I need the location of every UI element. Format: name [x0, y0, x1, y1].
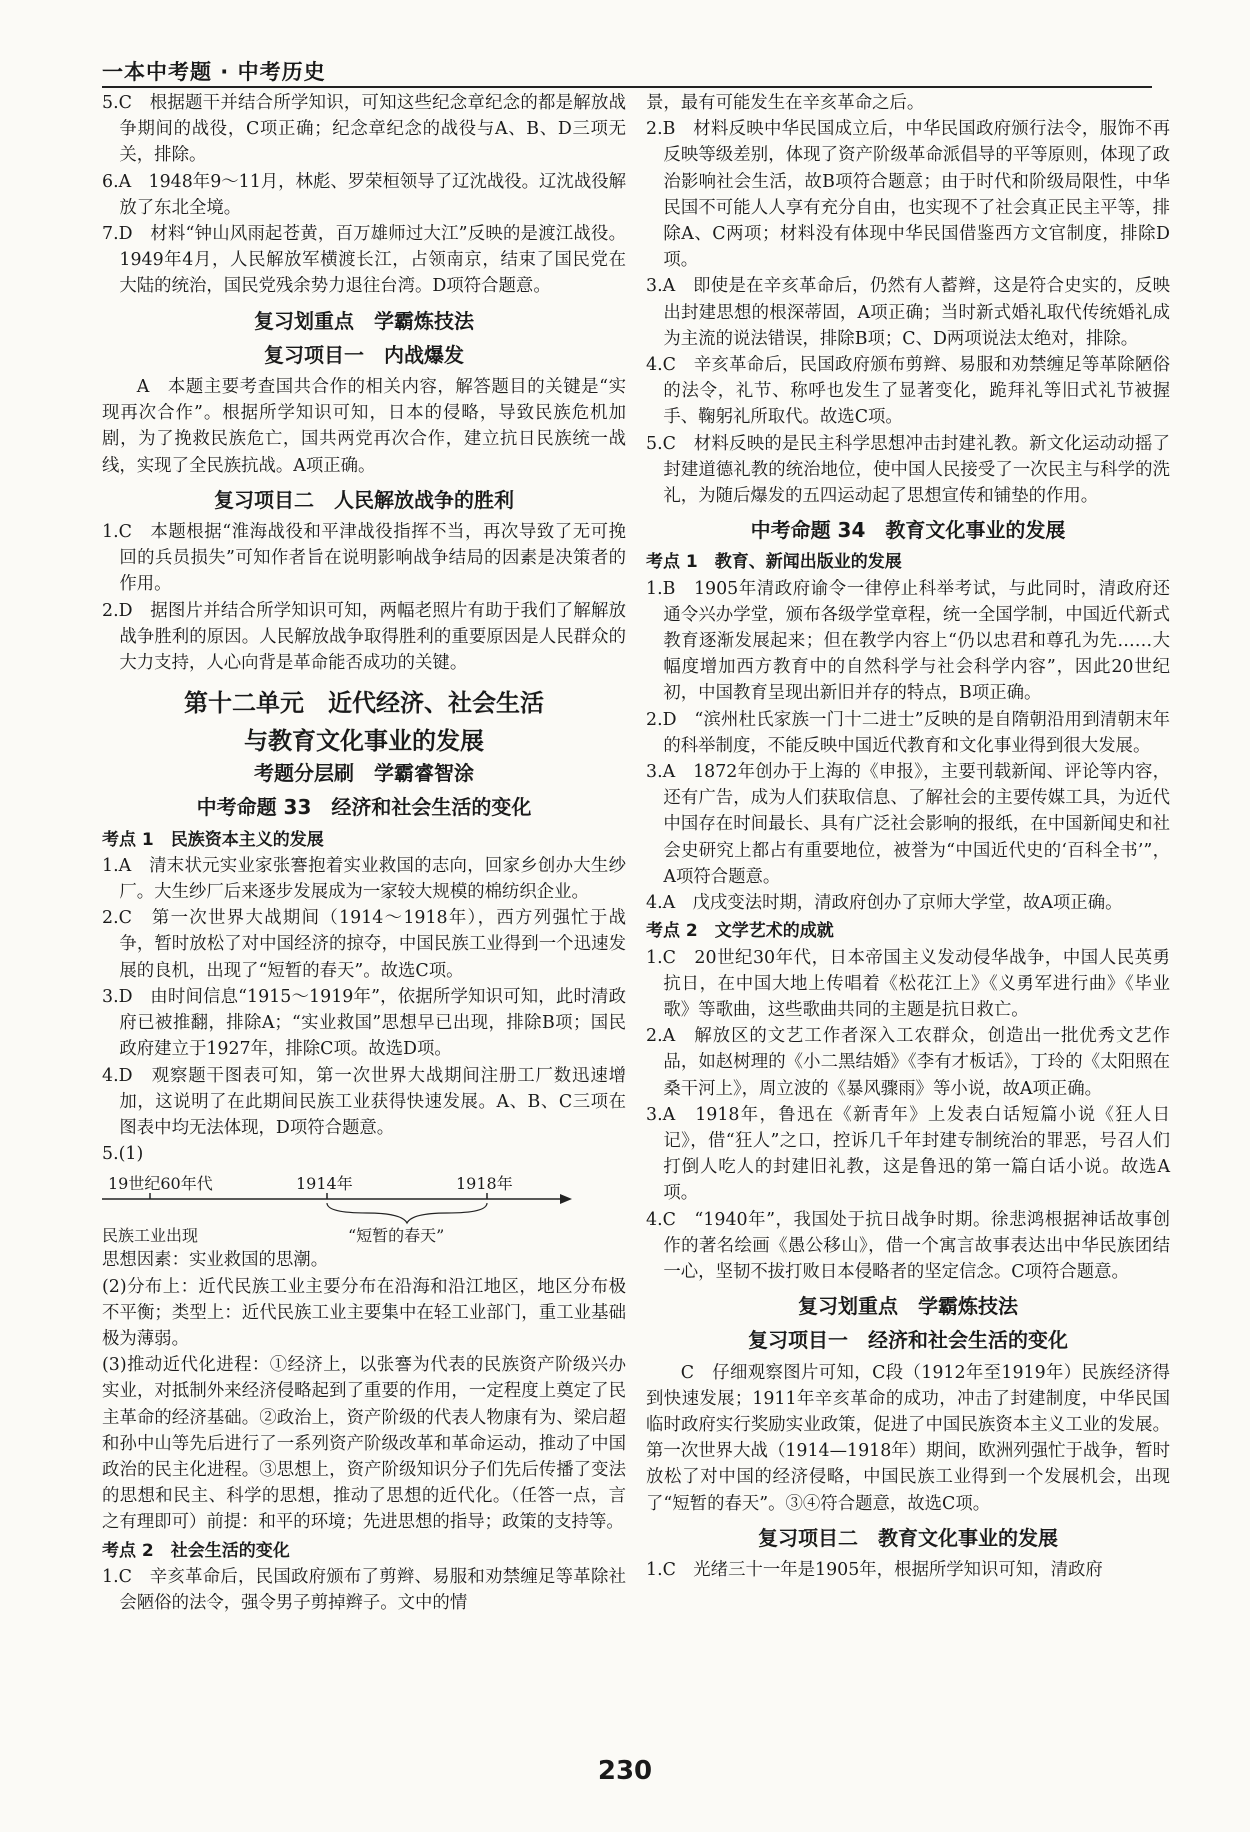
answer-item: 3.A 即使是在辛亥革命后，仍然有人蓄辫，这是符合史实的，反映出封建思想的根深蒂固，A项正确；当时新式婚礼取代传统婚礼成为主流的说法错误，排除B项；C、D两项说法太绝对，排除。: [646, 276, 1170, 349]
answer-item: 4.C 辛亥革命后，民国政府颁布剪辫、易服和劝禁缠足等革除陋俗的法令，礼节、称呼也发生了显著变化，跪拜礼等旧式礼节被握手、鞠躬礼所取代。故选C项。: [646, 355, 1170, 428]
timeline-caption-industry: 民族工业出现: [102, 1226, 199, 1246]
answer-item: 2.C 第一次世界大战期间（1914～1918年），西方列强忙于战争，暂时放松了对中国经济的掠夺，中国民族工业得到一个迅速发展的良机，出现了“短暂的春天”。故选C项。: [102, 908, 626, 981]
timeline-label-1860s: 19世纪60年代: [108, 1174, 213, 1194]
answer-item: 3.D 由时间信息“1915～1919年”，依据所学知识可知，此时清政府已被推翻，排除A；“实业救国”思想早已出现，排除B项；国民政府建立于1927年，排除C项。故选D项。: [102, 986, 626, 1060]
subsection-heading: 复习项目一 内战爆发: [264, 342, 464, 367]
answer-item: 1.C 光绪三十一年是1905年，根据所学知识可知，清政府: [646, 1559, 1103, 1580]
subsection-heading: 复习项目二 人民解放战争的胜利: [214, 487, 514, 512]
answer-item: 3.A 1918年，鲁迅在《新青年》上发表白话短篇小说《狂人日记》，借“狂人”之口，控诉几千年封建专制统治的罪恶，号召人们打倒人吃人的封建旧礼教，这是鲁迅的第一篇白话小说。故选A项。: [646, 1104, 1170, 1204]
header-rule: [102, 86, 1152, 88]
page-number: 230: [597, 1756, 653, 1786]
unit-title-line1: 第十二单元 近代经济、社会生活: [184, 689, 544, 718]
section-heading: 考题分层刷 学霸睿智涂: [254, 761, 474, 786]
brace: [327, 1203, 487, 1223]
section-heading: 复习划重点 学霸炼技法: [254, 308, 474, 333]
subsection-heading: 复习项目二 教育文化事业的发展: [758, 1525, 1058, 1550]
subsection-heading: 复习项目一 经济和社会生活的变化: [748, 1328, 1068, 1353]
answer-item: 2.B 材料反映中华民国成立后，中华民国政府颁行法令，服饰不再反映等级差别，体现了资产阶级革命派倡导的平等原则，体现了政治影响社会生活，故B项符合题意；由于时代和阶级局限性，中华民国不可能人人享有充分自由，也实现不了社会真正民主平等，排除A、C两项；材料没有体现中华民国借鉴西方文官制度，排除D项。: [646, 119, 1170, 271]
timeline-label-1918: 1918年: [456, 1174, 513, 1194]
answer-item: 4.A 戊戌变法时期，清政府创办了京师大学堂，故A项正确。: [646, 893, 1123, 914]
right-column: [646, 90, 1170, 1583]
answer-item: 1.C 辛亥革命后，民国政府颁布了剪辫、易服和劝禁缠足等革除社会陋俗的法令，强令男子剪掉辫子。文中的情: [102, 1566, 626, 1613]
answer-item: 1.C 20世纪30年代，日本帝国主义发动侵华战争，中国人民英勇抗日，在中国大地上传唱着《松花江上》《义勇军进行曲》《毕业歌》等歌曲，这些歌曲共同的主题是抗日救亡。: [646, 947, 1170, 1020]
key-point-heading: 考点 1 教育、新闻出版业的发展: [646, 552, 902, 573]
answer-item: 2.A 解放区的文艺工作者深入工农群众，创造出一批优秀文艺作品，如赵树理的《小二黑结婚》《李有才板话》，丁玲的《太阳照在桑干河上》，周立波的《暴风骤雨》等小说，故A项正确。: [646, 1026, 1170, 1099]
timeline-label-1914: 1914年: [296, 1174, 353, 1194]
answer-item: 4.D 观察题干图表可知，第一次世界大战期间注册工厂数迅速增加，这说明了在此期间民族工业获得快速发展。A、B、C三项在图表中均无法体现，D项符合题意。: [102, 1065, 626, 1138]
timeline-diagram: [102, 1173, 626, 1245]
answer-paragraph: C 仔细观察图片可知，C段（1912年至1919年）民族经济得到快速发展；1911年辛亥革命的成功，冲击了封建制度，中华民国临时政府实行奖励实业政策，促进了中国民族资本主义工业的发展。第一次世界大战（1914—1918年）期间，欧洲列强忙于战争，暂时放松了对中国的经济侵略，中国民族工业得到一个发展机会，出现了“短暂的春天”。③④符合题意，故选C项。: [646, 1362, 1170, 1514]
key-point-heading: 考点 2 社会生活的变化: [102, 1540, 290, 1561]
key-point-heading: 考点 1 民族资本主义的发展: [102, 829, 324, 850]
answer-item: 2.D “滨州杜氏家族一门十二进士”反映的是自隋朝沿用到清朝末年的科举制度，不能反映中国近代教育和文化事业得到很大发展。: [646, 709, 1170, 756]
key-point-heading: 考点 2 文学艺术的成就: [646, 921, 834, 942]
answer-continuation: 景，最有可能发生在辛亥革命之后。: [646, 93, 925, 113]
answer-item: 5.C 根据题干并结合所学知识，可知这些纪念章纪念的都是解放战争期间的战役，C项正确；纪念章纪念的战役与A、B、D三项无关，排除。: [102, 93, 626, 166]
unit-title-line2: 与教育文化事业的发展: [244, 727, 484, 756]
answer-paragraph: A 本题主要考查国共合作的相关内容，解答题目的关键是“实现再次合作”。根据所学知识可知，日本的侵略，导致民族危机加剧，为了挽救民族危亡，国共两党再次合作，建立抗日民族统一战线，实现了全民族抗战。A项正确。: [102, 377, 626, 476]
answer-paragraph: (3)推动近代化进程：①经济上，以张謇为代表的民族资产阶级兴办实业，对抵制外来经济侵略起到了重要的作用，一定程度上奠定了民主革命的经济基础。②政治上，资产阶级的代表人物康有为、梁启超和孙中山等先后进行了一系列资产阶级改革和革命运动，推动了中国政治的民主化进程。③思想上，资产阶级知识分子们先后传播了变法的思想和民主、科学的思想，推动了思想的近代化。（任答一点，言之有理即可）前提：和平的环境；先进思想的指导；政策的支持等。: [102, 1355, 626, 1533]
answer-item: 5.(1): [102, 1144, 144, 1165]
answer-item: 6.A 1948年9～11月，林彪、罗荣桓领导了辽沈战役。辽沈战役解放了东北全境。: [102, 171, 626, 218]
topic-heading: 中考命题 34 教育文化事业的发展: [750, 518, 1066, 543]
left-column: [102, 90, 626, 1616]
answer-item: 5.C 材料反映的是民主科学思想冲击封建礼教。新文化运动动摇了封建道德礼教的统治地位，使中国人民接受了一次民主与科学的洗礼，为随后爆发的五四运动起了思想宣传和铺垫的作用。: [646, 433, 1170, 507]
section-heading: 复习划重点 学霸炼技法: [798, 1294, 1018, 1319]
answer-line: 思想因素：实业救国的思潮。: [102, 1250, 329, 1271]
answer-item: 4.C “1940年”，我国处于抗日战争时期。徐悲鸿根据神话故事创作的著名绘画《愚公移山》，借一个寓言故事表达出中华民族团结一心，坚韧不拔打败日本侵略者的坚定信念。C项符合题意。: [646, 1209, 1170, 1282]
answer-item: 1.A 清末状元实业家张謇抱着实业救国的志向，回家乡创办大生纱厂。大生纱厂后来逐步发展成为一家较大规模的棉纺织企业。: [102, 855, 626, 903]
topic-heading: 中考命题 33 经济和社会生活的变化: [196, 795, 532, 820]
answer-item: 1.B 1905年清政府谕令一律停止科举考试，与此同时，清政府还通令兴办学堂，颁布各级学堂章程，统一全国学制，中国近代新式教育逐渐发展起来；但在教学内容上“仍以忠君和尊孔为先……大幅度增加西方教育中的自然科学与社会科学内容”，因此20世纪初，中国教育呈现出新旧并存的特点，B项正确。: [646, 578, 1170, 704]
answer-item: 3.A 1872年创办于上海的《申报》，主要刊载新闻、评论等内容，还有广告，成为人们获取信息、了解社会的主要传媒工具，为近代中国存在时间最长、具有广泛社会影响的报纸，在中国新闻史和社会史研究上都占有重要地位，被誉为“中国近代史的‘百科全书’”，A项符合题意。: [646, 762, 1170, 887]
arrow-head-icon: [560, 1194, 572, 1204]
running-header: 一本中考题 · 中考历史: [102, 60, 326, 84]
answer-item: 7.D 材料“钟山风雨起苍黄，百万雄师过大江”反映的是渡江战役。1949年4月，人民解放军横渡长江，占领南京，结束了国民党在大陆的统治，国民党残余势力退往台湾。D项符合题意。: [102, 224, 626, 297]
answer-paragraph: (2)分布上：近代民族工业主要分布在沿海和沿江地区，地区分布极不平衡；类型上：近代民族工业主要集中在轻工业部门，重工业基础极为薄弱。: [102, 1276, 626, 1349]
answer-item: 1.C 本题根据“淮海战役和平津战役指挥不当，再次导致了无可挽回的兵员损失”可知作者旨在说明影响战争结局的因素是决策者的作用。: [102, 522, 626, 595]
answer-item: 2.D 据图片并结合所学知识可知，两幅老照片有助于我们了解解放战争胜利的原因。人民解放战争取得胜利的重要原因是人民群众的大力支持，人心向背是革命能否成功的关键。: [102, 600, 626, 674]
timeline-caption-spring: “短暂的春天”: [348, 1226, 445, 1246]
